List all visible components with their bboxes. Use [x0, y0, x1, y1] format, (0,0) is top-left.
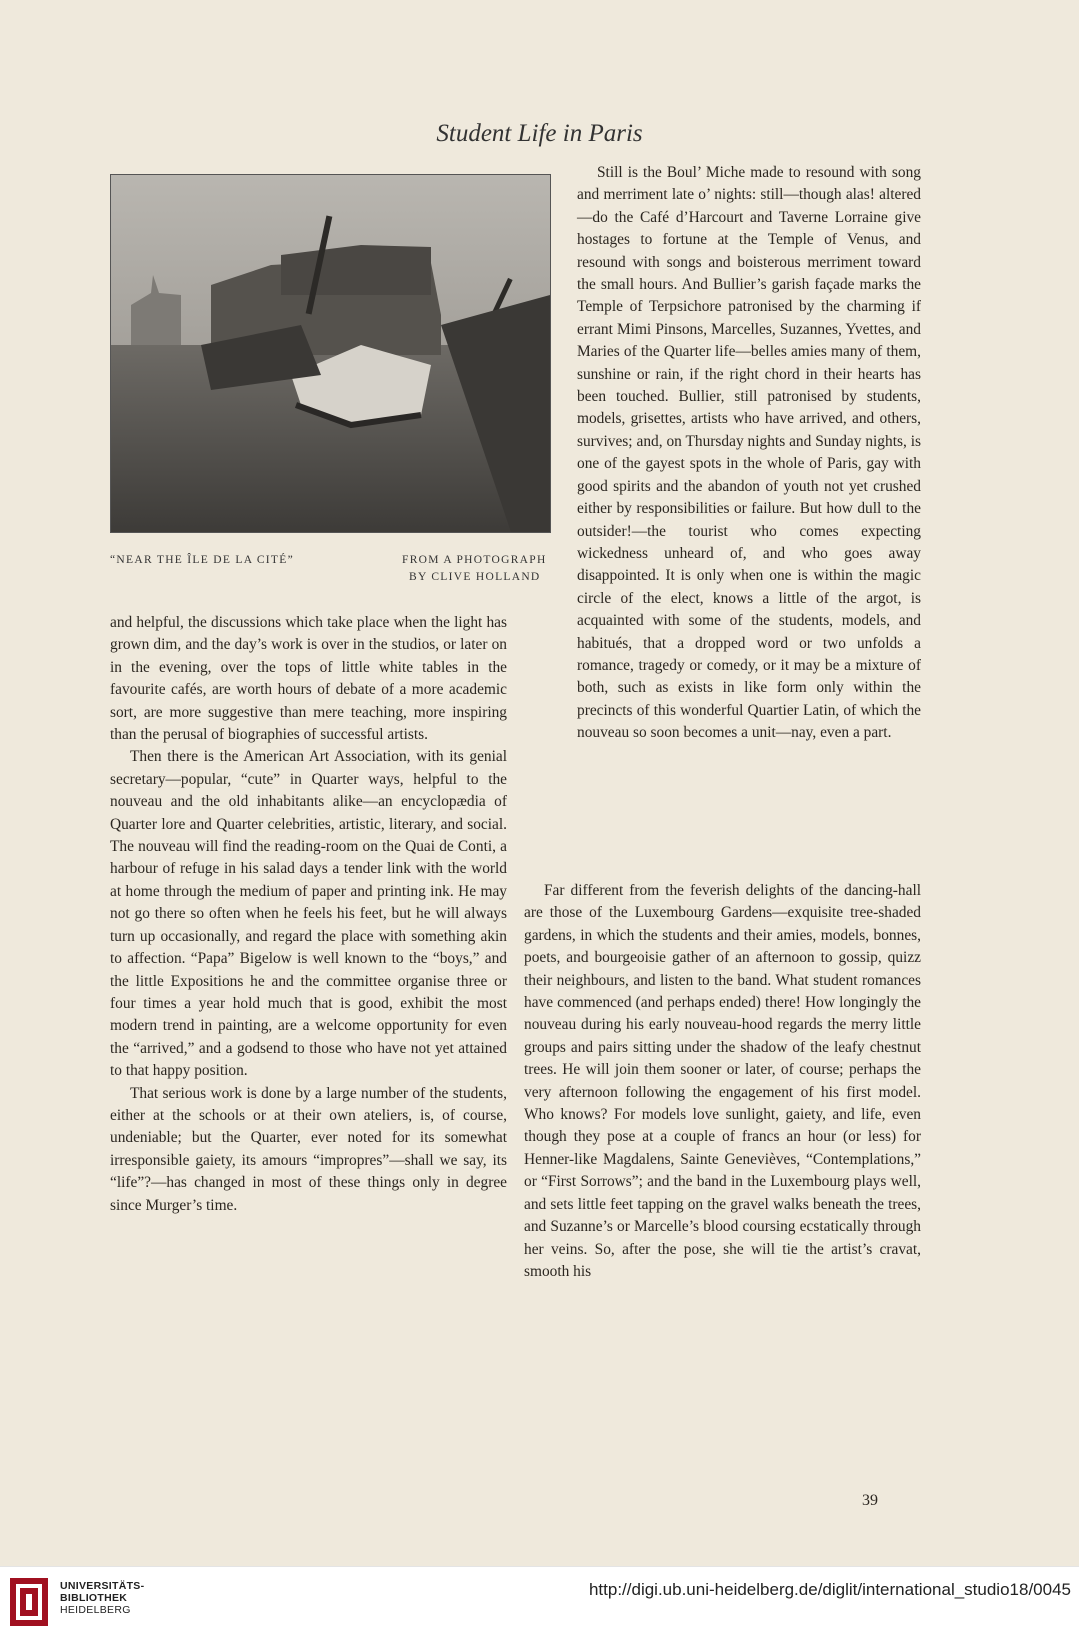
page-number: 39 [862, 1492, 878, 1509]
left-paragraph-3: That serious work is done by a large number of the students, either at the schools or at their own ateliers, is, of course, undeniable; but the Quarter, ever noted for its somewhat irresponsible gaiety, its amours “impropres”—shall we say, its “life”?—has changed in most of these things only in degree since Murger’s time. [110, 1084, 507, 1214]
library-name-line-3: HEIDELBERG [60, 1604, 131, 1616]
left-column [110, 612, 507, 1217]
footer-bar [0, 1566, 1079, 1645]
page-title: Student Life in Paris [436, 120, 643, 147]
right-column [577, 162, 921, 745]
right-paragraph-2: Far different from the feverish delights of the dancing-hall are those of the Luxembourg Gardens—exquisite tree-shaded gardens, in which the students and their amies, models, bonnes, poets, and bourgeoisie gather of an afternoon to gossip, quizz their neighbours, and listen to the band. What student romances have commenced (and perhaps ended) there! How longingly the nouveau during his early nouveau-hood regards the merry little groups and pairs sitting under the shadow of the leafy chestnut trees. He will join them sooner or later, of course; perhaps the very afternoon following the engagement of his first model. Who knows? For models love sunlight, gaiety, and life, even though they pose at a couple of francs an hour (or less) for Henner-like Magdalens, Sainte Genevièves, “Contemplations,” or “First Sorrows”; and the band in the Luxembourg plays well, and sets little feet tapping on the gravel walks beneath the trees, and Suzanne’s or Marcelle’s blood coursing ecstatically through her veins. So, after the pose, she will tie the artist’s cravat, smooth his [524, 882, 921, 1280]
library-name-line-1: UNIVERSITÄTS- [60, 1580, 145, 1592]
left-paragraph-2: Then there is the American Art Association, with its genial secretary—popular, “cute” in Quarter ways, helpful to the nouveau and the old inhabitants alike—an encyclopædia of Quarter lore and Quarter celebrities, artistic, literary, and social. The nouveau will find the reading-room on the Quai de Conti, a harbour of refuge in his salad days a tender link with the world at home through the medium of paper and printing ink. He may not go there so often when he feels his feet, but he will always turn up occasionally, and regard the place with something akin to affection. “Papa” Bigelow is well known to the “boys,” and the little Expositions he and the committee organise three or four times a year hold much that is good, exhibit the most modern trend in painting, are a welcome opportunity for even the “arrived,” and a godsend to those who have not yet attained to that happy position. [110, 748, 507, 1080]
library-logo-icon [8, 1576, 50, 1628]
library-name [60, 1580, 144, 1616]
photo-caption-credit-1: FROM A PHOTOGRAPH [402, 554, 547, 566]
photo-caption-title: “NEAR THE ÎLE DE LA CITÉ” [110, 554, 294, 566]
photograph-near-ile-de-la-cite [110, 174, 551, 533]
photograph-image [111, 175, 550, 532]
right-paragraph-1: Still is the Boul’ Miche made to resound with song and merriment late o’ nights: still—though alas! altered—do the Café d’Harcourt and Taverne Lorraine give hostages to fortune at the Temple of Venus, and resound with songs and boisterous merriment toward the small hours. And Bullier’s garish façade marks the Temple of Terpsichore patronised by the charming if errant Mimi Pinsons, Marcelles, Suzannes, Yvettes, and Maries of the Quarter life—belles amies many of them, sunshine or rain, if the right chord in their hearts has been touched. Bullier, still patronised by students, models, grisettes, artists who have arrived, and others, survives; and, on Thursday nights and Sunday nights, is one of the gayest spots in the whole of Paris, gay with good spirits and the abandon of youth not yet crushed either by responsibilities or failure. But how dull to the outsider!—the tourist who comes expecting wickedness unheard of, and who goes away disappointed. It is only when one is within the magic circle of the elect, knows a little of the argot, is acquainted with some of the students, models, and habitués, that a dropped word or two unfolds a romance, tragedy or comedy, or it may be a mixture of both, such as exists in like form only within the precincts of this wonderful Quartier Latin, of which the nouveau so soon becomes a unit—nay, even a part. [577, 164, 921, 742]
footer-url-link[interactable]: http://digi.ub.uni-heidelberg.de/diglit/international_studio18/0045 [588, 1580, 1071, 1599]
photo-caption-credit-2: BY CLIVE HOLLAND [409, 571, 541, 583]
right-column-lower [524, 880, 921, 1283]
left-paragraph-1: and helpful, the discussions which take place when the light has grown dim, and the day’s work is over in the studios, or later on in the evening, over the tops of little white tables in the favourite cafés, are worth hours of debate of a more academic sort, are more suggestive than mere teaching, more inspiring than the perusal of biographies of successful artists. [110, 614, 507, 744]
library-name-line-2: BIBLIOTHEK [60, 1592, 128, 1604]
